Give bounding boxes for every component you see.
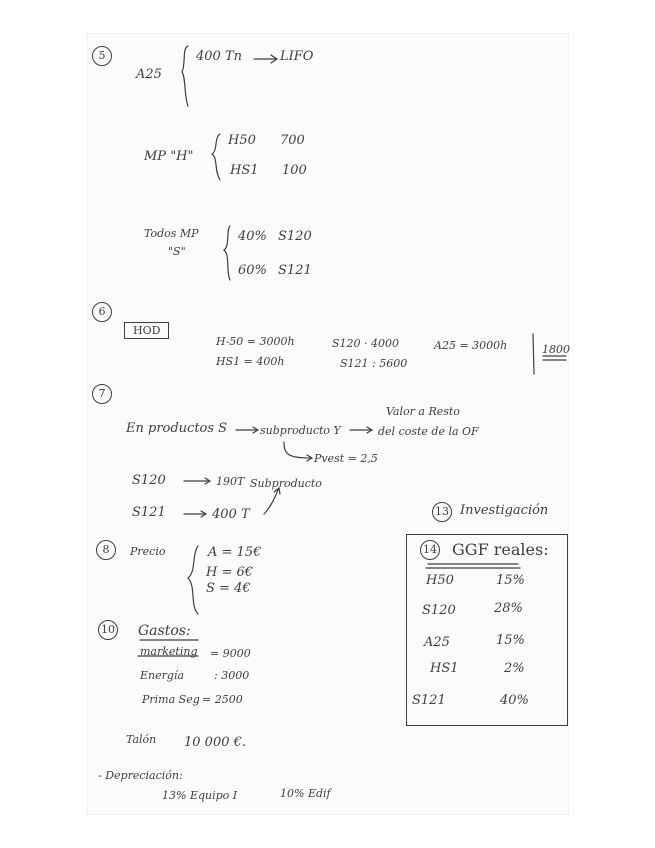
hod-h51: HS1 = 400h [216,355,285,368]
s121-pct: 60% [238,263,267,278]
depreciacion-edif: 10% Edif [280,787,331,800]
hod-total: 1800 [542,343,570,356]
precio-h: H = 6€ [206,565,254,580]
s121-value-7: 400 T [212,507,250,522]
brace-mp-h [212,134,220,180]
h50-label: H50 [228,133,256,148]
h50-value: 700 [280,133,305,148]
valor-line-1: Valor a Resto [386,405,460,418]
section-5-number: 5 [92,46,112,66]
ggf-pct-3: 2% [504,661,525,676]
hod-box: HOD [124,322,169,339]
ggf-pct-1: 28% [494,601,523,616]
section-7-number: 7 [92,384,112,404]
gasto-value-2: = 2500 [202,693,243,706]
gasto-value-0: = 9000 [210,647,251,660]
hod-h50: H-50 = 3000h [216,335,295,348]
s120-value-7: 190T [216,475,245,488]
s121-label: S121 [278,263,312,278]
investigacion-label: Investigación [460,503,549,518]
subproducto-y: subproducto Y [260,424,341,437]
gasto-label-1: Energía [140,669,184,682]
precio-s: S = 4€ [206,581,251,596]
pvest: Pvest = 2,5 [314,452,378,465]
notebook-page [88,34,568,814]
s120-pct: 40% [238,229,267,244]
brace-a25 [182,46,188,106]
section-14-number: 14 [420,540,440,560]
s120-label-7: S120 [132,473,166,488]
section-10-number: 10 [98,620,118,640]
section-13-number: 13 [432,502,452,522]
ggf-pct-0: 15% [496,573,525,588]
precio-label: Precio [130,545,166,558]
valor-line-2: del coste de la OF [378,425,479,438]
hod-s121: S121 : 5600 [340,357,408,370]
gasto-label-0: marketing [140,645,198,658]
brace-precio [188,546,198,614]
mp-h-label: MP "H" [144,149,194,164]
ggf-code-0: H50 [426,573,454,588]
todos-s-label: "S" [168,245,186,258]
brace-todos-mp [224,226,230,280]
a25-method: LIFO [280,49,314,64]
todos-mp-label: Todos MP [144,227,199,240]
ggf-title: GGF reales: [452,540,549,559]
hod-a25: A25 = 3000h [434,339,508,352]
talon-label: Talón [126,733,157,746]
subproducto-label: Subproducto [250,477,322,490]
a25-value: 400 Tn [196,49,242,64]
hod-s120: S120 · 4000 [332,337,400,350]
en-productos: En productos S [126,421,228,436]
precio-a: A = 15€ [208,545,262,560]
ggf-pct-2: 15% [496,633,525,648]
talon-value: 10 000 €. [184,735,247,750]
s121-label-7: S121 [132,505,166,520]
ggf-code-1: S120 [422,603,456,618]
depreciacion-label: - Depreciación: [98,769,183,782]
ggf-code-2: A25 [424,635,450,650]
a25-label: A25 [136,67,162,82]
ggf-pct-4: 40% [500,693,529,708]
ggf-code-4: S121 [412,693,446,708]
depreciacion-equipo: 13% Equipo I [162,789,238,802]
h51-label: HS1 [230,163,259,178]
s120-label: S120 [278,229,312,244]
h51-value: 100 [282,163,307,178]
gasto-value-1: : 3000 [214,669,250,682]
gastos-title: Gastos: [138,623,191,639]
ggf-code-3: HS1 [430,661,459,676]
gasto-label-2: Prima Seg [142,693,200,706]
section-6-number: 6 [92,302,112,322]
section-8-number: 8 [96,540,116,560]
